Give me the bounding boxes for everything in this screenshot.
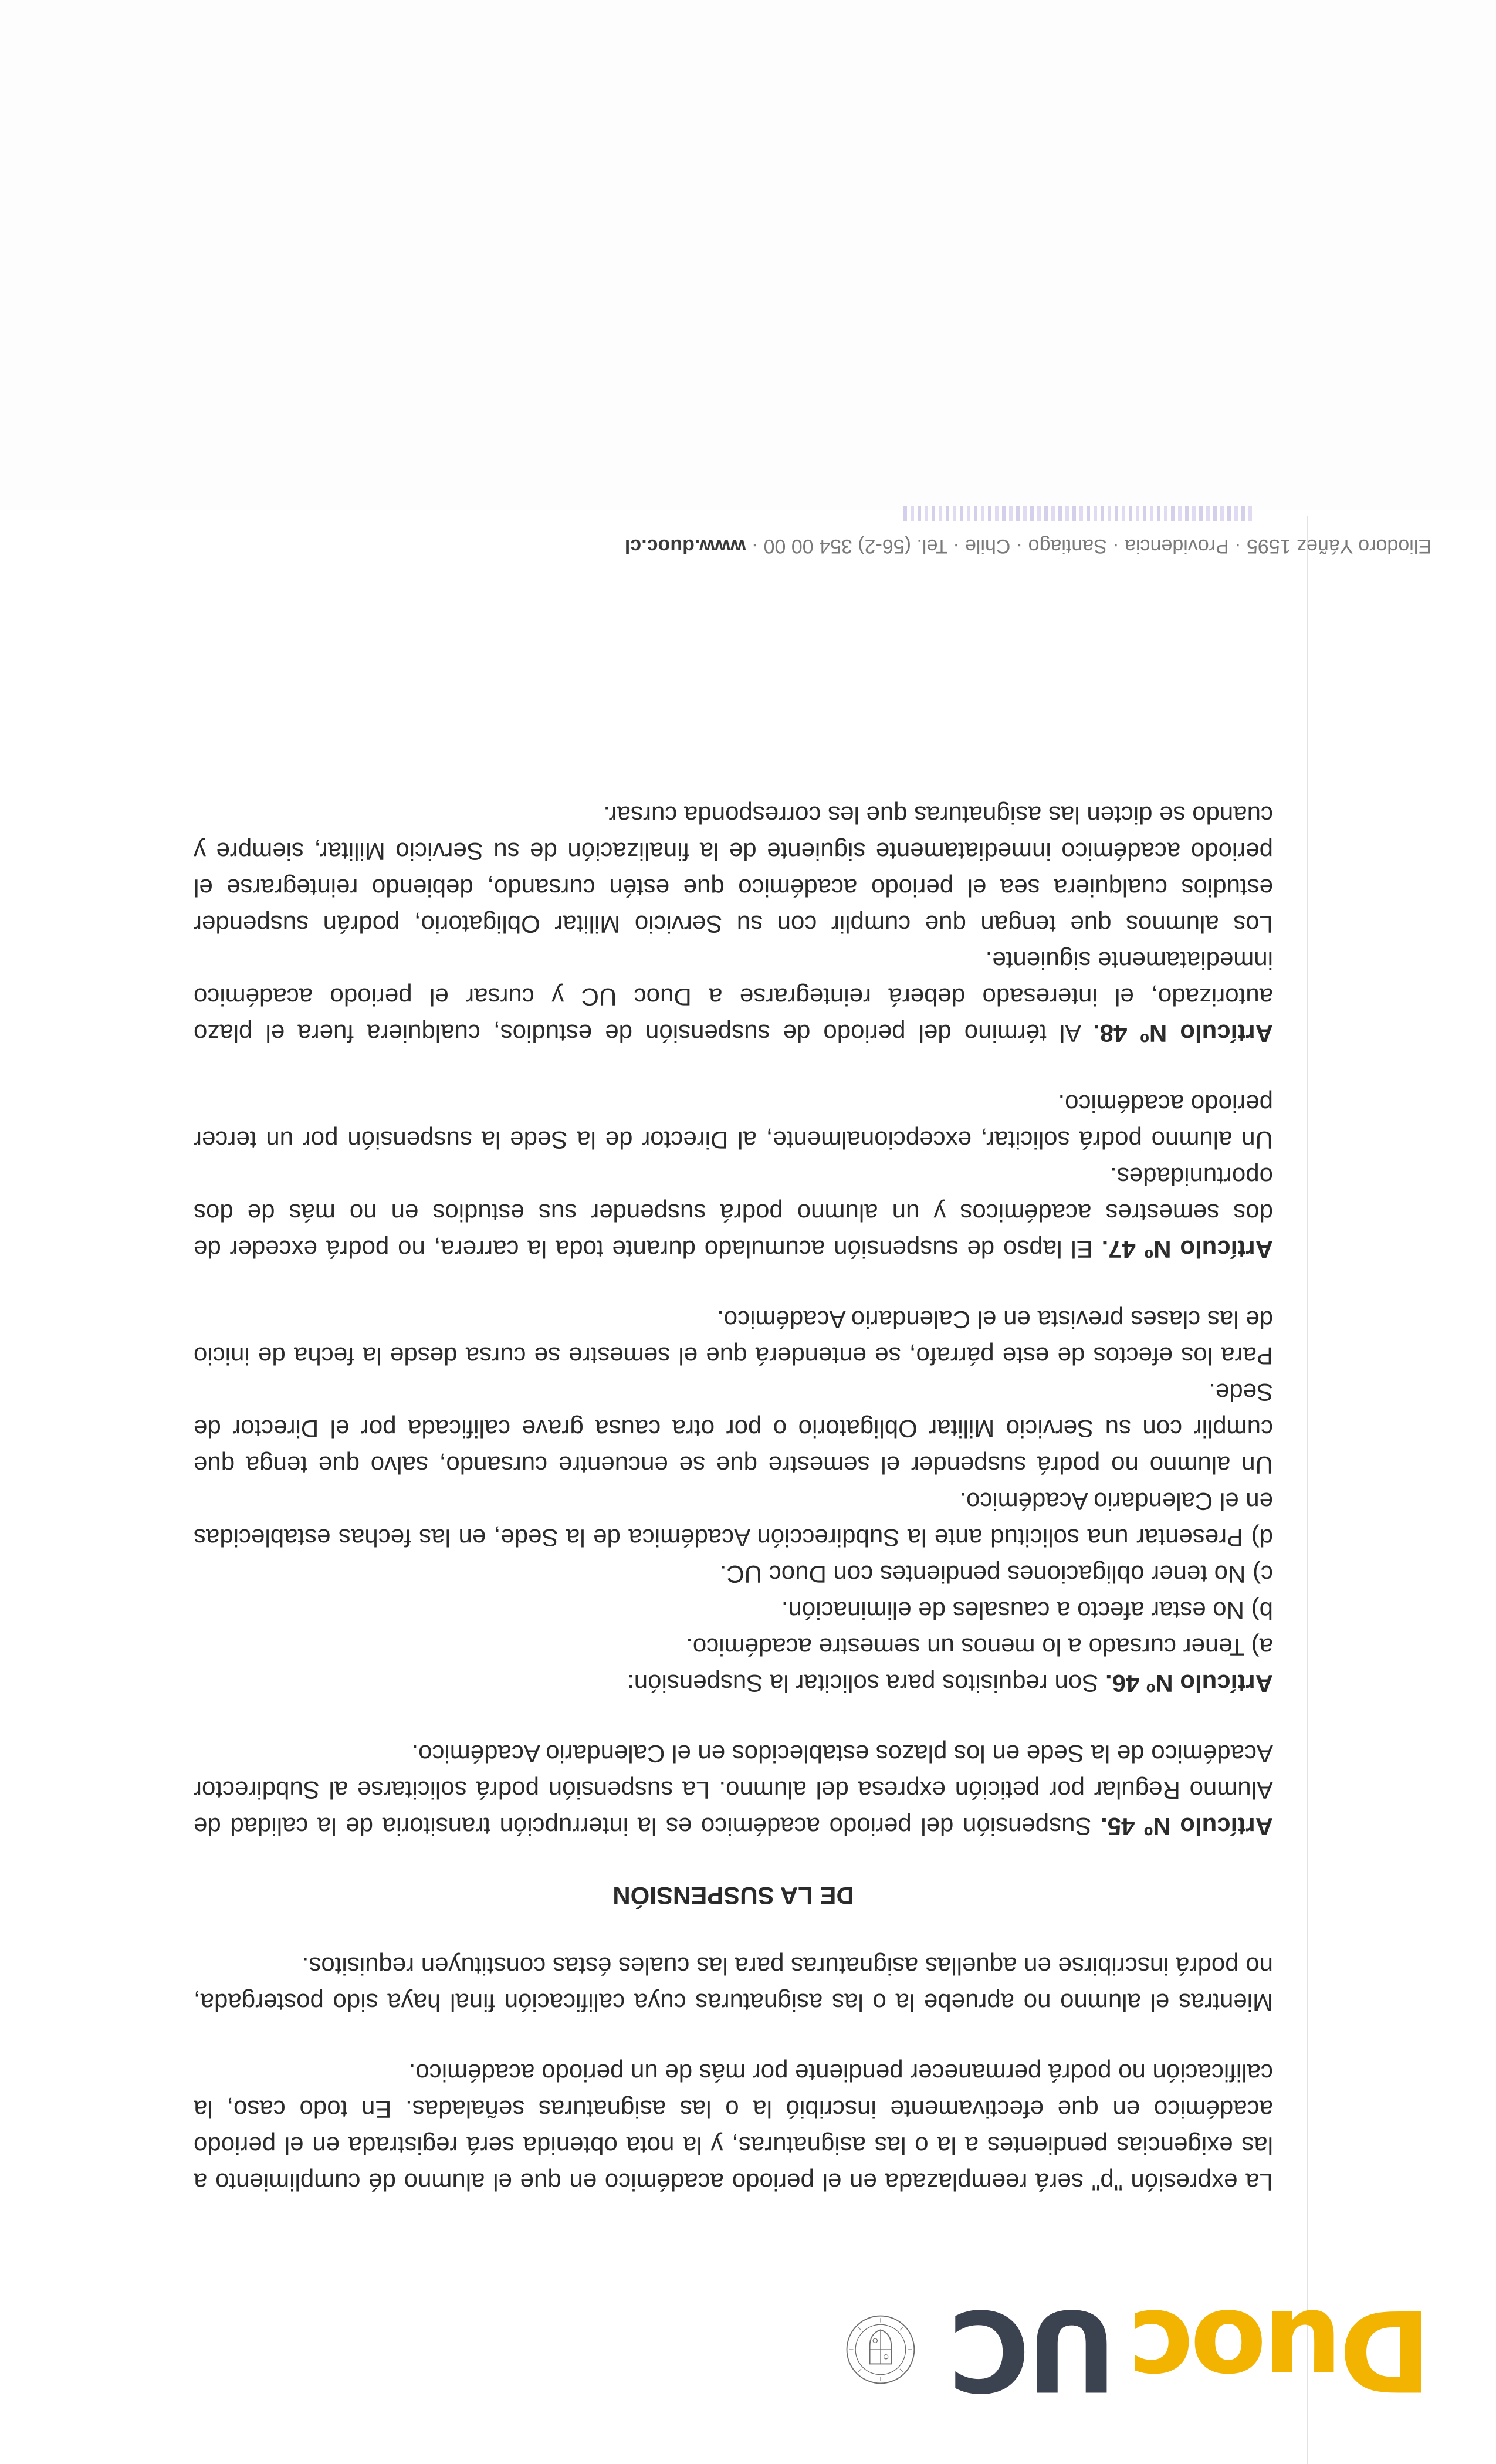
article-45: [194, 1735, 1273, 1844]
article-46-paragraph-3: Para los efectos de este párrafo, se entenderá que el semestre se cursa desde la fecha de inicio de las clases prevista en el Calendario Académico.: [194, 1306, 1273, 1370]
intro-paragraph-1: La expresión "p" será reemplazada en el periodo académico en que el alumno dé cumplimiento a las exigencias pendientes a la o las asignaturas, y la nota obtenida será registrada en el periodo académico en que efectivamente inscribió la o las asignaturas señaladas. En todo caso, la calificación no podrá permanecer pendiente por más de un periodo académico.: [194, 2059, 1273, 2196]
footer-website: www.duoc.cl: [624, 535, 746, 557]
university-seal-icon: [845, 2291, 916, 2408]
list-item: a) Tener cursado a lo menos un semestre académico.: [686, 1633, 1273, 1661]
article-48: [194, 797, 1273, 1051]
page-footer: [625, 534, 1431, 557]
article-47-paragraph-2: Un alumno podrá solicitar, excepcionalmente, al Director de la Sede la suspensión por un tercer periodo académico.: [194, 1090, 1273, 1154]
article-46: [194, 1301, 1273, 1701]
footer-address: Eliodoro Yáñez 1595 · Providencia · Santiago · Chile · Tel. (56-2) 354 00 00 ·: [746, 535, 1431, 557]
list-item: c) No tener obligaciones pendientes con Duoc UC.: [719, 1561, 1273, 1588]
article-47-label: Artículo Nº 47.: [1101, 1236, 1273, 1263]
article-45-label: Artículo Nº 45.: [1101, 1813, 1273, 1840]
article-47-paragraph-1: [194, 1158, 1273, 1267]
duoc-uc-logo: [845, 2285, 1431, 2415]
article-46-text: Son requisitos para solicitar la Suspensión:: [627, 1670, 1105, 1697]
article-48-paragraph-2: Los alumnos que tengan que cumplir con su Servicio Militar Obligatorio, podrán suspender estudios cualquiera sea el periodo académico que estén cursando, debiendo reintegrarse el periodo académico inmediatamente siguiente de la finalización de su Servicio Militar, siempre y cuando se dicten las asignaturas que les corresponda cursar.: [194, 801, 1273, 938]
intro-paragraph-2: Mientras el alumno no apruebe la o las asignaturas cuya calificación final haya sido postergada, no podrá inscribirse en aquellas asignaturas para las cuales éstas constituyen requisitos.: [194, 1952, 1273, 2016]
article-46-heading: [194, 1665, 1273, 1701]
scan-blank-area: [0, 0, 1496, 510]
article-48-text: Al término del periodo de suspensión de estudios, cualquiera fuera el plazo autorizado, el interesado deberá reintegrarse a Duoc UC y cursar el periodo académico inmediatamente siguiente.: [194, 947, 1273, 1047]
logo-uc: UC: [952, 2285, 1117, 2415]
article-47-text: El lapso de suspensión acumulado durante toda la carrera, no podrá exceder de dos semestres académicos y un alumno podrá suspender sus estudios en no más de dos oportunidades.: [194, 1163, 1273, 1263]
article-47: [194, 1085, 1273, 1267]
document-page: [0, 510, 1496, 2464]
article-46-paragraph-2: Un alumno no podrá suspender el semestre que se encuentre cursando, salvo que tenga que cumplir con su Servicio Militar Obligatorio o por otra causa grave calificada por el Director de Sede.: [194, 1379, 1273, 1479]
list-item: d) Presentar una solicitud ante la Subdirección Académica de la Sede, en las fechas establecidas en el Calendario Académico.: [194, 1488, 1273, 1552]
section-title: DE LA SUSPENSIÓN: [612, 1882, 854, 1910]
article-46-label: Artículo Nº 46.: [1105, 1670, 1273, 1697]
article-45-text: Suspensión del periodo académico es la interrupción transitoria de la calidad de Alumno Regular por petición expresa del alumno. La suspensión podrá solicitarse al Subdirector Académico de la Sede en los plazos establecidos en el Calendario Académico.: [194, 1740, 1273, 1840]
logo-wordmark: [952, 2285, 1431, 2415]
article-48-label: Artículo Nº 48.: [1093, 1020, 1273, 1047]
document-body: [194, 763, 1273, 2200]
article-48-paragraph-1: [194, 942, 1273, 1051]
logo-duoc: Duoc: [1131, 2285, 1431, 2415]
list-item: b) No estar afecto a causales de eliminación.: [781, 1597, 1273, 1624]
